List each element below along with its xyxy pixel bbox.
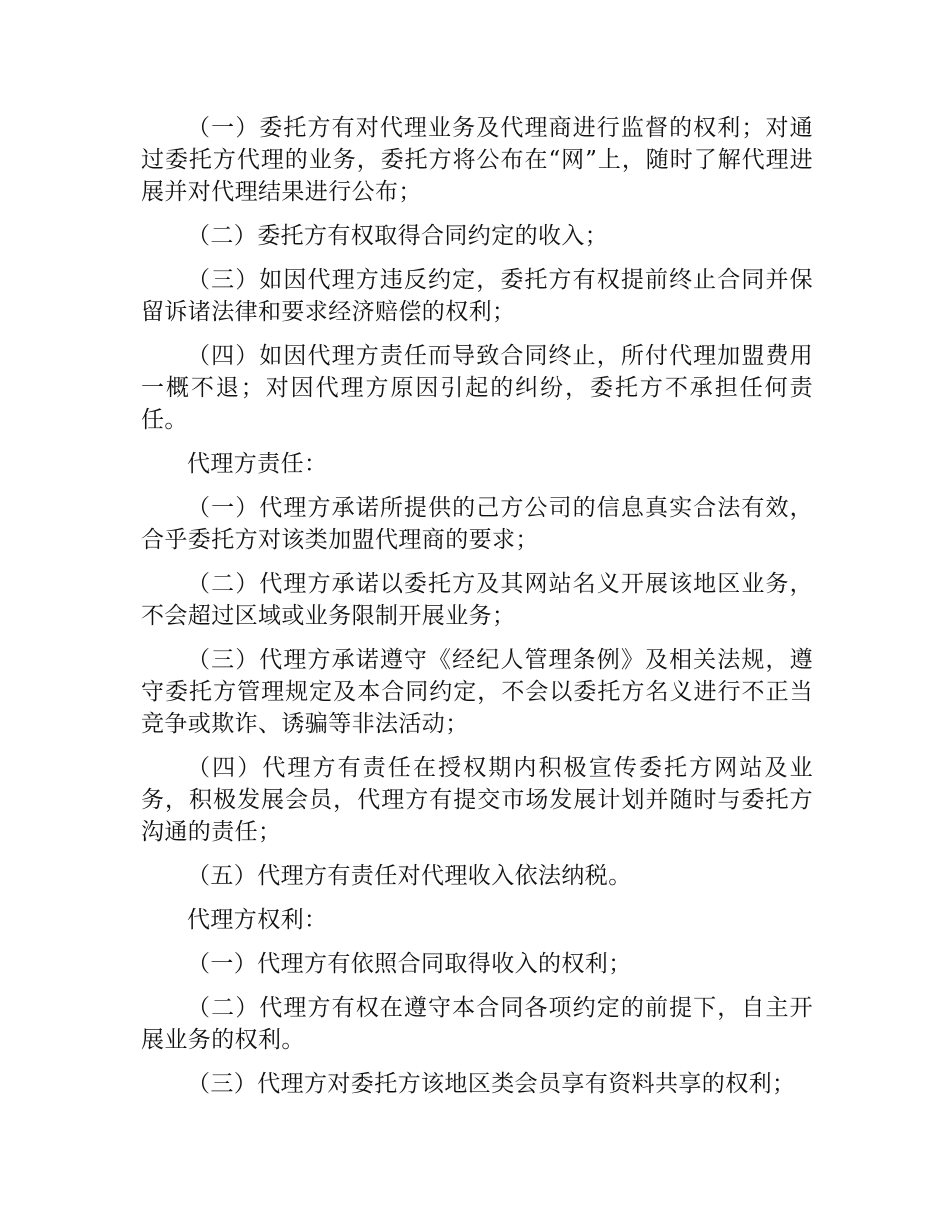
paragraph-agent-responsibility-2: （二）代理方承诺以委托方及其网站名义开展该地区业务，不会超过区域或业务限制开展业务； [141,571,813,629]
paragraph-principal-right-2: （二）委托方有权取得合同约定的收入； [187,223,609,249]
paragraph-principal-right-4: （四）如因代理方责任而导致合同终止，所付代理加盟费用一概不退；对因代理方原因引起的纠纷，委托方不承担任何责任。 [141,343,813,433]
paragraph-agent-right-3: （三）代理方对委托方该地区类会员享有资料共享的权利； [187,1071,796,1097]
section-heading-agent-rights: 代理方权利： [187,907,328,933]
paragraph-agent-responsibility-1: （一）代理方承诺所提供的己方公司的信息真实合法有效，合乎委托方对该类加盟代理商的要求； [141,495,813,553]
paragraph-agent-right-1: （一）代理方有依照合同取得收入的权利； [187,951,632,977]
paragraph-principal-right-3: （三）如因代理方违反约定，委托方有权提前终止合同并保留诉诸法律和要求经济赔偿的权利； [141,267,813,325]
section-heading-agent-responsibilities: 代理方责任： [187,451,328,477]
paragraph-principal-right-1: （一）委托方有对代理业务及代理商进行监督的权利；对通过委托方代理的业务，委托方将公布在“网”上，随时了解代理进展并对代理结果进行公布； [141,115,813,205]
paragraph-agent-right-2: （二）代理方有权在遵守本合同各项约定的前提下，自主开展业务的权利。 [141,995,813,1053]
paragraph-agent-responsibility-5: （五）代理方有责任对代理收入依法纳税。 [187,863,632,889]
paragraph-agent-responsibility-4: （四）代理方有责任在授权期内积极宣传委托方网站及业务，积极发展会员，代理方有提交市场发展计划并随时与委托方沟通的责任； [141,755,813,845]
document-body [141,112,813,1112]
paragraph-agent-responsibility-3: （三）代理方承诺遵守《经纪人管理条例》及相关法规，遵守委托方管理规定及本合同约定，不会以委托方名义进行不正当竞争或欺诈、诱骗等非法活动； [141,647,813,737]
